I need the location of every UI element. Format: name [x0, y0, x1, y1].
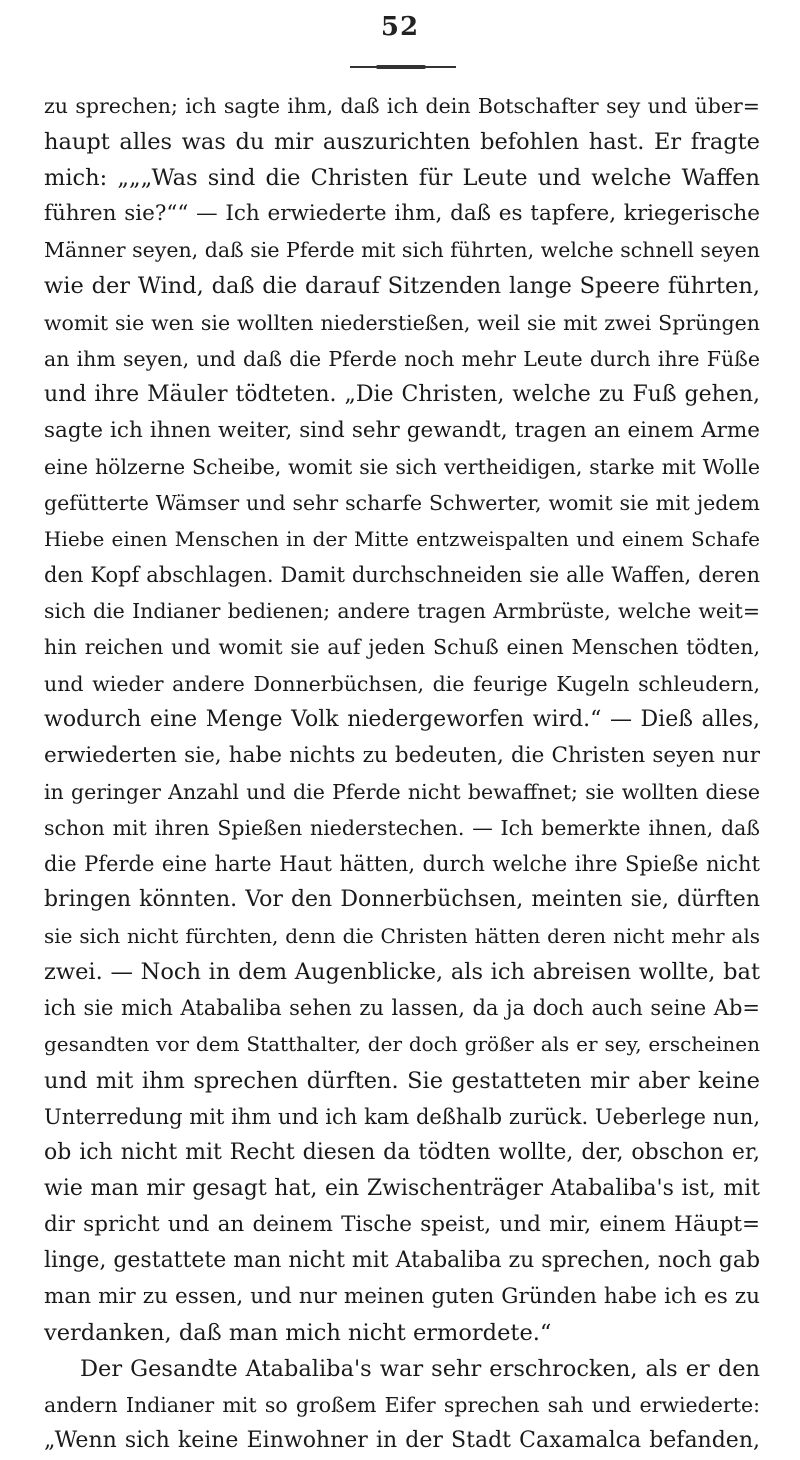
text-line: Männer seyen, daß sie Pferde mit sich führten, welche schnell seyen: [44, 238, 760, 263]
text-line: hin reichen und womit sie auf jeden Schuß einen Menschen tödten,: [44, 635, 760, 660]
text-line: schon mit ihren Spießen niederstechen. — Ich bemerkte ihnen, daß: [44, 815, 760, 840]
text-line: an ihm seyen, und daß die Pferde noch mehr Leute durch ihre Füße: [44, 346, 760, 371]
text-line: ob ich nicht mit Recht diesen da tödten wollte, der, obschon er,: [44, 1139, 760, 1165]
text-line: man mir zu essen, und nur meinen guten Gründen habe ich es zu: [44, 1284, 760, 1310]
text-line: verdanken, daß man mich nicht ermordete.“: [44, 1320, 552, 1347]
text-line: die Pferde eine harte Haut hätten, durch welche ihre Spieße nicht: [44, 851, 760, 876]
page-number: 52: [380, 12, 420, 42]
text-line: gesandten vor dem Statthalter, der doch größer als er sey, erscheinen: [44, 1032, 760, 1057]
text-line: Der Gesandte Atabaliba's war sehr erschrocken, als er den: [80, 1356, 760, 1383]
text-line: bringen könnten. Vor den Donnerbüchsen, meinten sie, dürften: [44, 887, 760, 913]
text-line: eine hölzerne Scheibe, womit sie sich vertheidigen, starke mit Wolle: [44, 454, 760, 479]
text-line: haupt alles was du mir auszurichten befohlen hast. Er fragte: [44, 129, 760, 156]
text-line: sagte ich ihnen weiter, sind sehr gewandt, tragen an einem Arme: [44, 417, 760, 443]
text-line: dir spricht und an deinem Tische speist, und mir, einem Häupt=: [44, 1211, 760, 1237]
body-text: [44, 88, 760, 1460]
text-line: linge, gestattete man nicht mit Atabaliba zu sprechen, noch gab: [44, 1248, 760, 1273]
text-line: andern Indianer mit so großem Eifer sprechen sah und erwiederte:: [44, 1393, 760, 1418]
text-line: und ihre Mäuler tödteten. „Die Christen, welche zu Fuß gehen,: [44, 381, 760, 407]
text-line: Unterredung mit ihm und ich kam deßhalb zurück. Ueberlege nun,: [44, 1104, 760, 1129]
text-line: womit sie wen sie wollten niederstießen, weil sie mit zwei Sprüngen: [44, 310, 760, 335]
text-line: ich sie mich Atabaliba sehen zu lassen, da ja doch auch seine Ab=: [44, 996, 760, 1021]
text-line: gefütterte Wämser und sehr scharfe Schwerter, womit sie mit jedem: [44, 491, 760, 516]
text-line: Hiebe einen Menschen in der Mitte entzweispalten und einem Schafe: [44, 527, 760, 552]
text-line: wodurch eine Menge Volk niedergeworfen wird.“ — Dieß alles,: [44, 706, 760, 732]
header-rule: [350, 66, 456, 68]
text-line: zu sprechen; ich sagte ihm, daß ich dein Botschafter sey und über=: [44, 94, 760, 118]
text-line: den Kopf abschlagen. Damit durchschneiden sie alle Waffen, deren: [44, 563, 760, 588]
text-line: sie sich nicht fürchten, denn die Christen hätten deren nicht mehr als: [44, 924, 760, 949]
text-line: „Wenn sich keine Einwohner in der Stadt Caxamalca befanden,: [44, 1428, 760, 1454]
text-line: zwei. — Noch in dem Augenblicke, als ich abreisen wollte, bat: [44, 959, 760, 986]
text-line: in geringer Anzahl und die Pferde nicht bewaffnet; sie wollten diese: [44, 779, 760, 804]
text-line: erwiederten sie, habe nichts zu bedeuten, die Christen seyen nur: [44, 742, 760, 768]
text-line: führen sie?““ — Ich erwiederte ihm, daß es tapfere, kriegerische: [44, 201, 760, 227]
text-line: sich die Indianer bedienen; andere tragen Armbrüste, welche weit=: [44, 599, 760, 624]
text-line: und mit ihm sprechen dürften. Sie gestatteten mir aber keine: [44, 1067, 760, 1094]
text-line: und wieder andere Donnerbüchsen, die feurige Kugeln schleudern,: [44, 671, 760, 696]
text-line: wie der Wind, daß die darauf Sitzenden lange Speere führten,: [44, 273, 760, 300]
text-line: wie man mir gesagt hat, ein Zwischenträger Atabaliba's ist, mit: [44, 1175, 760, 1201]
text-line: mich: „„„Was sind die Christen für Leute und welche Waffen: [44, 165, 760, 192]
